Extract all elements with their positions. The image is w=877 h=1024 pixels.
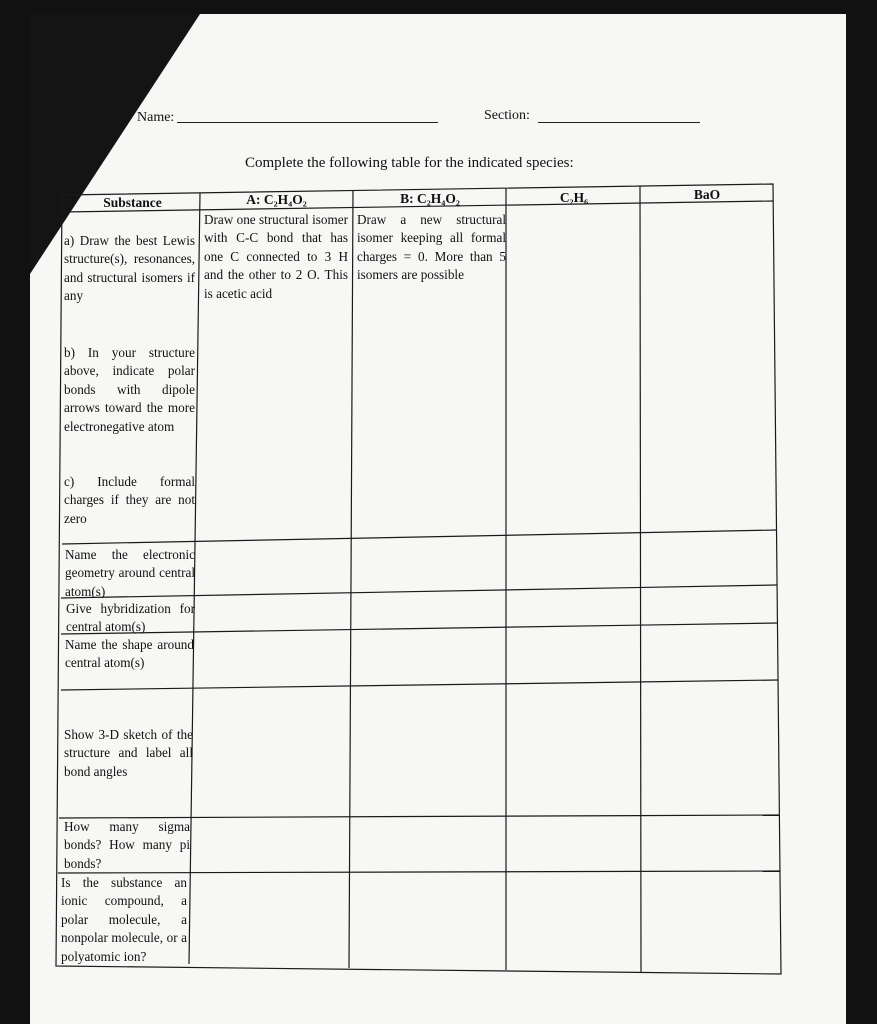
- note-column-a: Draw one structural isomer with C-C bond that has one C connected to 3 H and the other to 2 O. This is acetic acid: [204, 212, 348, 301]
- instruction-text: Complete the following table for the indicated species:: [245, 155, 574, 171]
- row-label-hybridization: Give hybridization for central atom(s): [66, 601, 195, 635]
- row-label-lewis-b: b) In your structure above, indicate polar bonds with dipole arrows toward the more electronegative atom: [64, 345, 195, 434]
- section-blank-line[interactable]: [538, 122, 700, 123]
- row-label-electronic-geometry: Name the electronic geometry around central atom(s): [65, 547, 195, 598]
- column-header-d: BaO: [693, 187, 721, 202]
- name-label: Name:: [137, 110, 175, 125]
- section-label: Section:: [484, 108, 530, 123]
- column-header-a: A: C₂H₄O₂: [246, 192, 307, 207]
- row-label-lewis-a: a) Draw the best Lewis structure(s), resonances, and structural isomers if any: [64, 233, 195, 304]
- note-column-b: Draw a new structural isomer keeping all formal charges = 0. More than 5 isomers are possible: [357, 212, 506, 283]
- row-label-lewis-c: c) Include formal charges if they are not zero: [64, 474, 195, 526]
- name-blank-line[interactable]: [177, 122, 438, 123]
- column-header-c: C₂H₆: [559, 190, 589, 205]
- column-header-b: B: C₂H₄O₂: [400, 191, 460, 206]
- row-label-bonds: How many sigma bonds? How many pi bonds?: [64, 819, 190, 871]
- row-label-classification: Is the substance an ionic compound, a polar molecule, a nonpolar molecule, or a polyatomic ion?: [61, 875, 187, 964]
- row-label-shape: Name the shape around central atom(s): [65, 637, 194, 671]
- row-label-sketch: Show 3-D sketch of the structure and label all bond angles: [64, 727, 193, 779]
- column-header-substance: Substance: [103, 195, 162, 210]
